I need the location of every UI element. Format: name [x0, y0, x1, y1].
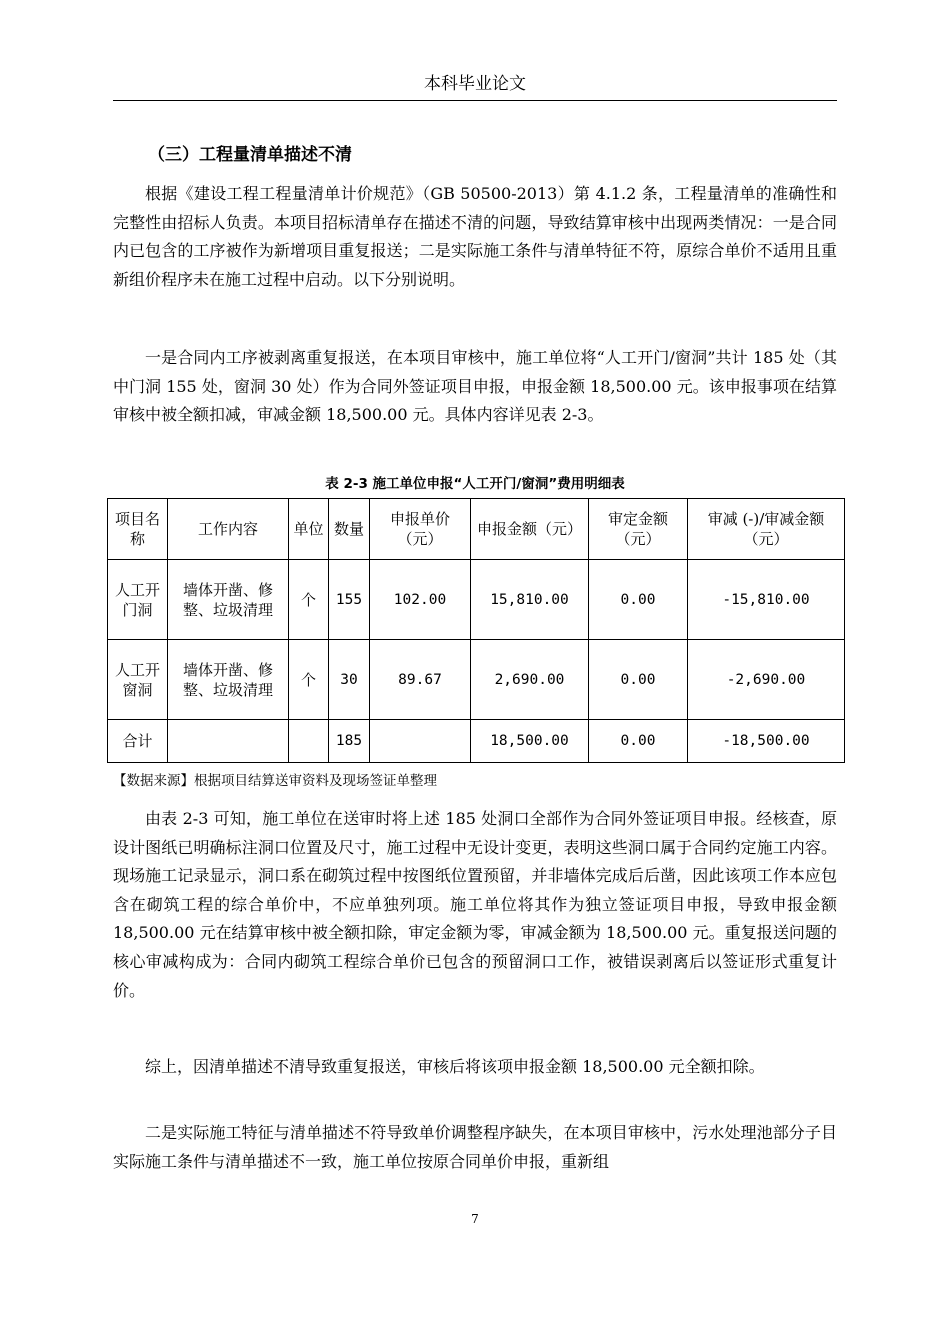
paragraph-2: 一是合同内工序被剥离重复报送，在本项目审核中，施工单位将“人工开门/窗洞”共计 185 处（其中门洞 155 处，窗洞 30 处）作为合同外签证项目申报，申报金额 18,500.00 元。该申报事项在结算审核中被全额扣减，审减金额 18,500.00 元。具体内容详见表 2-3。: [113, 348, 837, 425]
fee-detail-table: [107, 498, 845, 763]
header-work-content: 工作内容: [168, 499, 289, 560]
cell-reduction: -15,810.00: [688, 560, 845, 640]
cell-total-declared-amount: 18,500.00: [471, 720, 589, 763]
header-reduction: 审减 (-)/审减金额（元）: [688, 499, 845, 560]
cell-quantity: 155: [329, 560, 370, 640]
header-quantity: 数量: [329, 499, 370, 560]
cell-unit: 个: [289, 640, 329, 720]
header-rule: [113, 100, 837, 101]
cell-work-content: 墙体开凿、修整、垃圾清理: [168, 560, 289, 640]
header-approved-amount: 审定金额（元）: [589, 499, 688, 560]
table-row: [108, 640, 845, 720]
cell-unit: 个: [289, 560, 329, 640]
paragraph-3: 由表 2-3 可知，施工单位在送审时将上述 185 处洞口全部作为合同外签证项目申报。经核查，原设计图纸已明确标注洞口位置及尺寸，施工过程中无设计变更，表明这些洞口属于合同约定施工内容。现场施工记录显示，洞口系在砌筑过程中按图纸位置预留，并非墙体完成后后凿，因此该项工作本应包含在砌筑工程的综合单价中，不应单独列项。施工单位将其作为独立签证项目申报，导致申报金额 18,500.00 元在结算审核中被全额扣除，审定金额为零，审减金额为 18,500.00 元。重复报送问题的核心审减构成为：合同内砌筑工程综合单价已包含的预留洞口工作，被错误剥离后以签证形式重复计价。: [113, 809, 837, 1000]
cell-total-label: 合计: [108, 720, 168, 763]
cell-item-name: 人工开窗洞: [108, 640, 168, 720]
cell-declared-amount: 2,690.00: [471, 640, 589, 720]
table-source-note: 【数据来源】根据项目结算送审资料及现场签证单整理: [113, 773, 437, 789]
page-number: 7: [471, 1212, 479, 1226]
cell-declared-amount: 15,810.00: [471, 560, 589, 640]
page-header: 本科毕业论文: [424, 74, 526, 94]
table-row: [108, 560, 845, 640]
cell-unit-price: 89.67: [370, 640, 471, 720]
cell-unit-price: 102.00: [370, 560, 471, 640]
cell-quantity: 30: [329, 640, 370, 720]
section-title: （三）工程量清单描述不清: [148, 145, 352, 165]
cell-reduction: -2,690.00: [688, 640, 845, 720]
paragraph-5: 二是实际施工特征与清单描述不符导致单价调整程序缺失，在本项目审核中，污水处理池部分子目实际施工条件与清单描述不一致，施工单位按原合同单价申报，重新组: [113, 1123, 837, 1171]
cell-total-approved-amount: 0.00: [589, 720, 688, 763]
cell-empty: [289, 720, 329, 763]
table-caption: 表 2-3 施工单位申报“人工开门/窗洞”费用明细表: [325, 476, 625, 492]
cell-empty: [370, 720, 471, 763]
paragraph-4: 综上，因清单描述不清导致重复报送，审核后将该项申报金额 18,500.00 元全额扣除。: [145, 1057, 765, 1076]
paragraph-1: 根据《建设工程工程量清单计价规范》（GB 50500-2013）第 4.1.2 条，工程量清单的准确性和完整性由招标人负责。本项目招标清单存在描述不清的问题，导致结算审核中出现两类情况：一是合同内已包含的工序被作为新增项目重复报送；二是实际施工条件与清单特征不符，原综合单价不适用且重新组价程序未在施工过程中启动。以下分别说明。: [113, 184, 837, 289]
header-unit: 单位: [289, 499, 329, 560]
header-declared-amount: 申报金额（元）: [471, 499, 589, 560]
table-header-row: [108, 499, 845, 560]
cell-work-content: 墙体开凿、修整、垃圾清理: [168, 640, 289, 720]
cell-total-reduction: -18,500.00: [688, 720, 845, 763]
header-item-name: 项目名称: [108, 499, 168, 560]
cell-empty: [168, 720, 289, 763]
table-total-row: [108, 720, 845, 763]
cell-approved-amount: 0.00: [589, 560, 688, 640]
cell-total-quantity: 185: [329, 720, 370, 763]
cell-item-name: 人工开门洞: [108, 560, 168, 640]
header-unit-price: 申报单价（元）: [370, 499, 471, 560]
cell-approved-amount: 0.00: [589, 640, 688, 720]
